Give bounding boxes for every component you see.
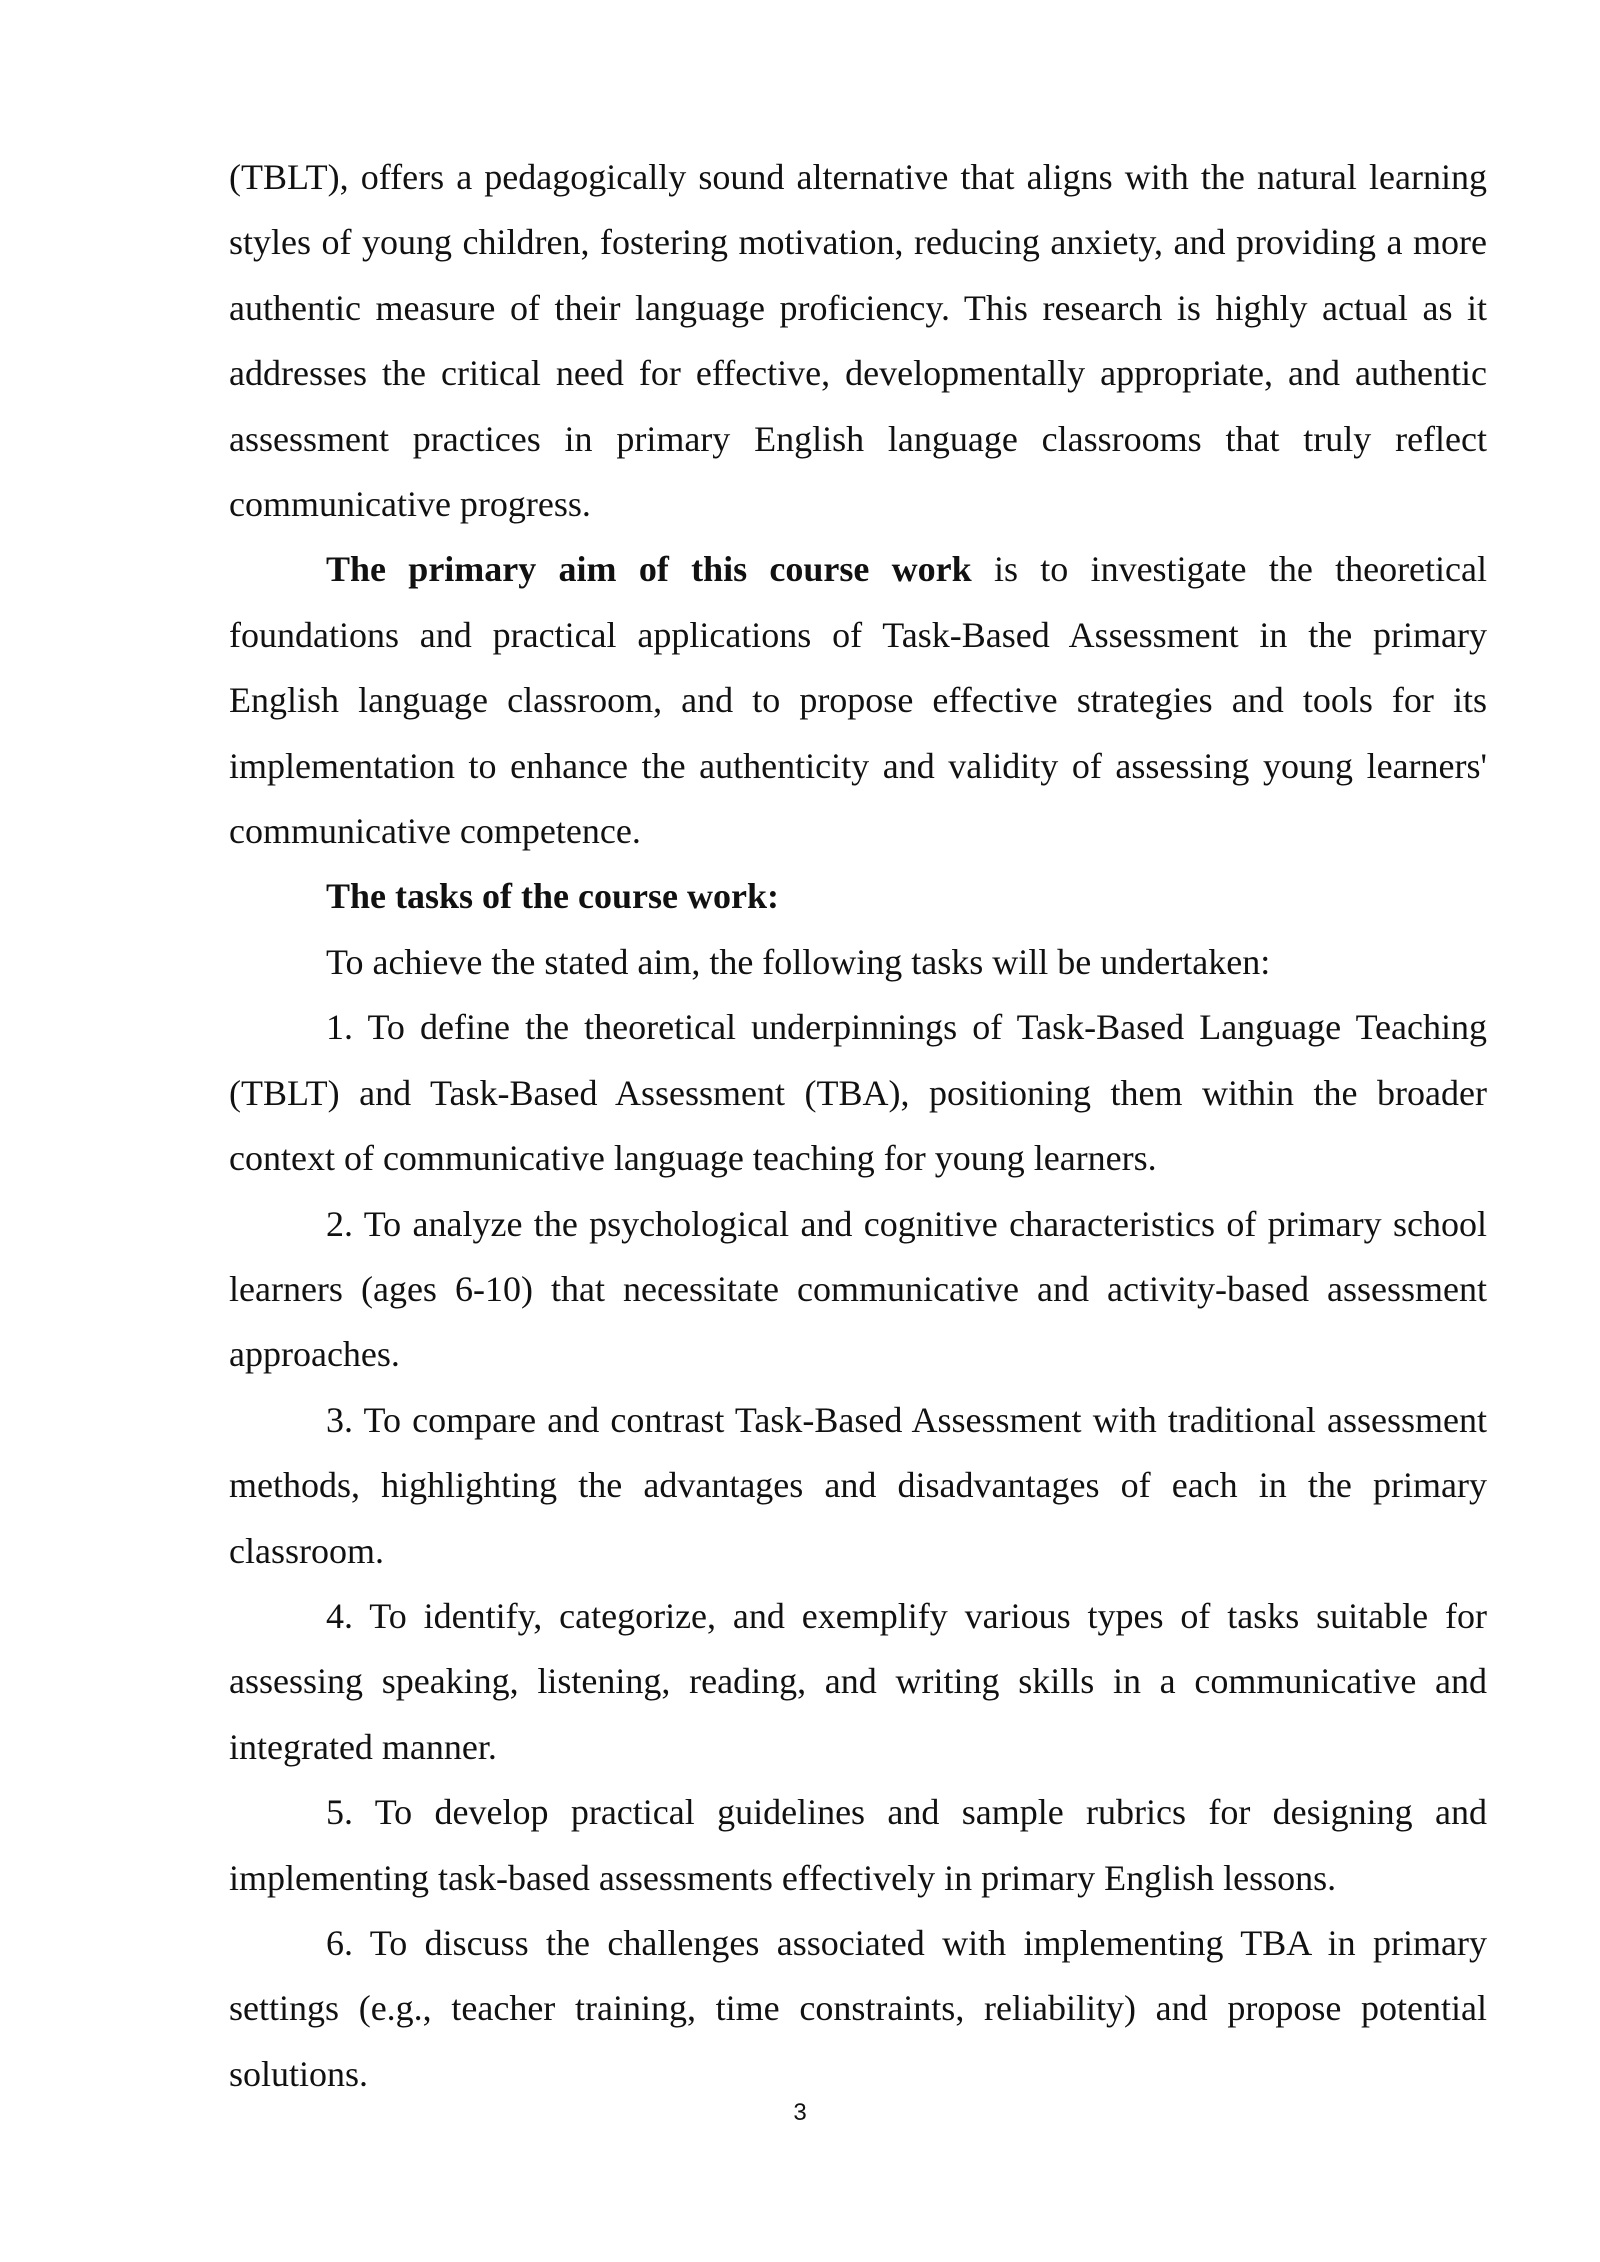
page-body [229,145,1487,2107]
aim-paragraph [229,537,1487,864]
aim-text: is to investigate the theoretical foundations and practical applications of Task-Based Assessment in the primary English language classroom, and to propose effective strategies and tools for its implementation to enhance the authenticity and validity of assessing young learners' communicative competence. [229,549,1487,852]
task-item-3: 3. To compare and contrast Task-Based Assessment with traditional assessment methods, highlighting the advantages and disadvantages of each in the primary classroom. [229,1399,1487,1571]
task-item-5: 5. To develop practical guidelines and sample rubrics for designing and implementing task-based assessments effectively in primary English lessons. [229,1792,1487,1898]
page-number: 3 [793,2099,807,2126]
tasks-heading: The tasks of the course work: [326,876,779,917]
intro-continuation-paragraph: (TBLT), offers a pedagogically sound alternative that aligns with the natural learning styles of young children, fostering motivation, reducing anxiety, and providing a more authentic measure of their language proficiency. This research is highly actual as it addresses the critical need for effective, developmentally appropriate, and authentic assessment practices in primary English language classrooms that truly reflect communicative progress. [229,157,1487,525]
task-item-2: 2. To analyze the psychological and cognitive characteristics of primary school learners (ages 6-10) that necessitate communicative and activity-based assessment approaches. [229,1203,1487,1375]
task-item-6: 6. To discuss the challenges associated with implementing TBA in primary settings (e.g., teacher training, time constraints, reliability) and propose potential solutions. [229,1922,1487,2094]
aim-bold-lead: The primary aim of this course work [326,549,972,590]
task-item-1: 1. To define the theoretical underpinnings of Task-Based Language Teaching (TBLT) and Task-Based Assessment (TBA), positioning them within the broader context of communicative language teaching for young learners. [229,1007,1487,1179]
tasks-intro-paragraph: To achieve the stated aim, the following tasks will be undertaken: [326,941,1271,982]
task-item-4: 4. To identify, categorize, and exemplify various types of tasks suitable for assessing speaking, listening, reading, and writing skills in a communicative and integrated manner. [229,1595,1487,1767]
